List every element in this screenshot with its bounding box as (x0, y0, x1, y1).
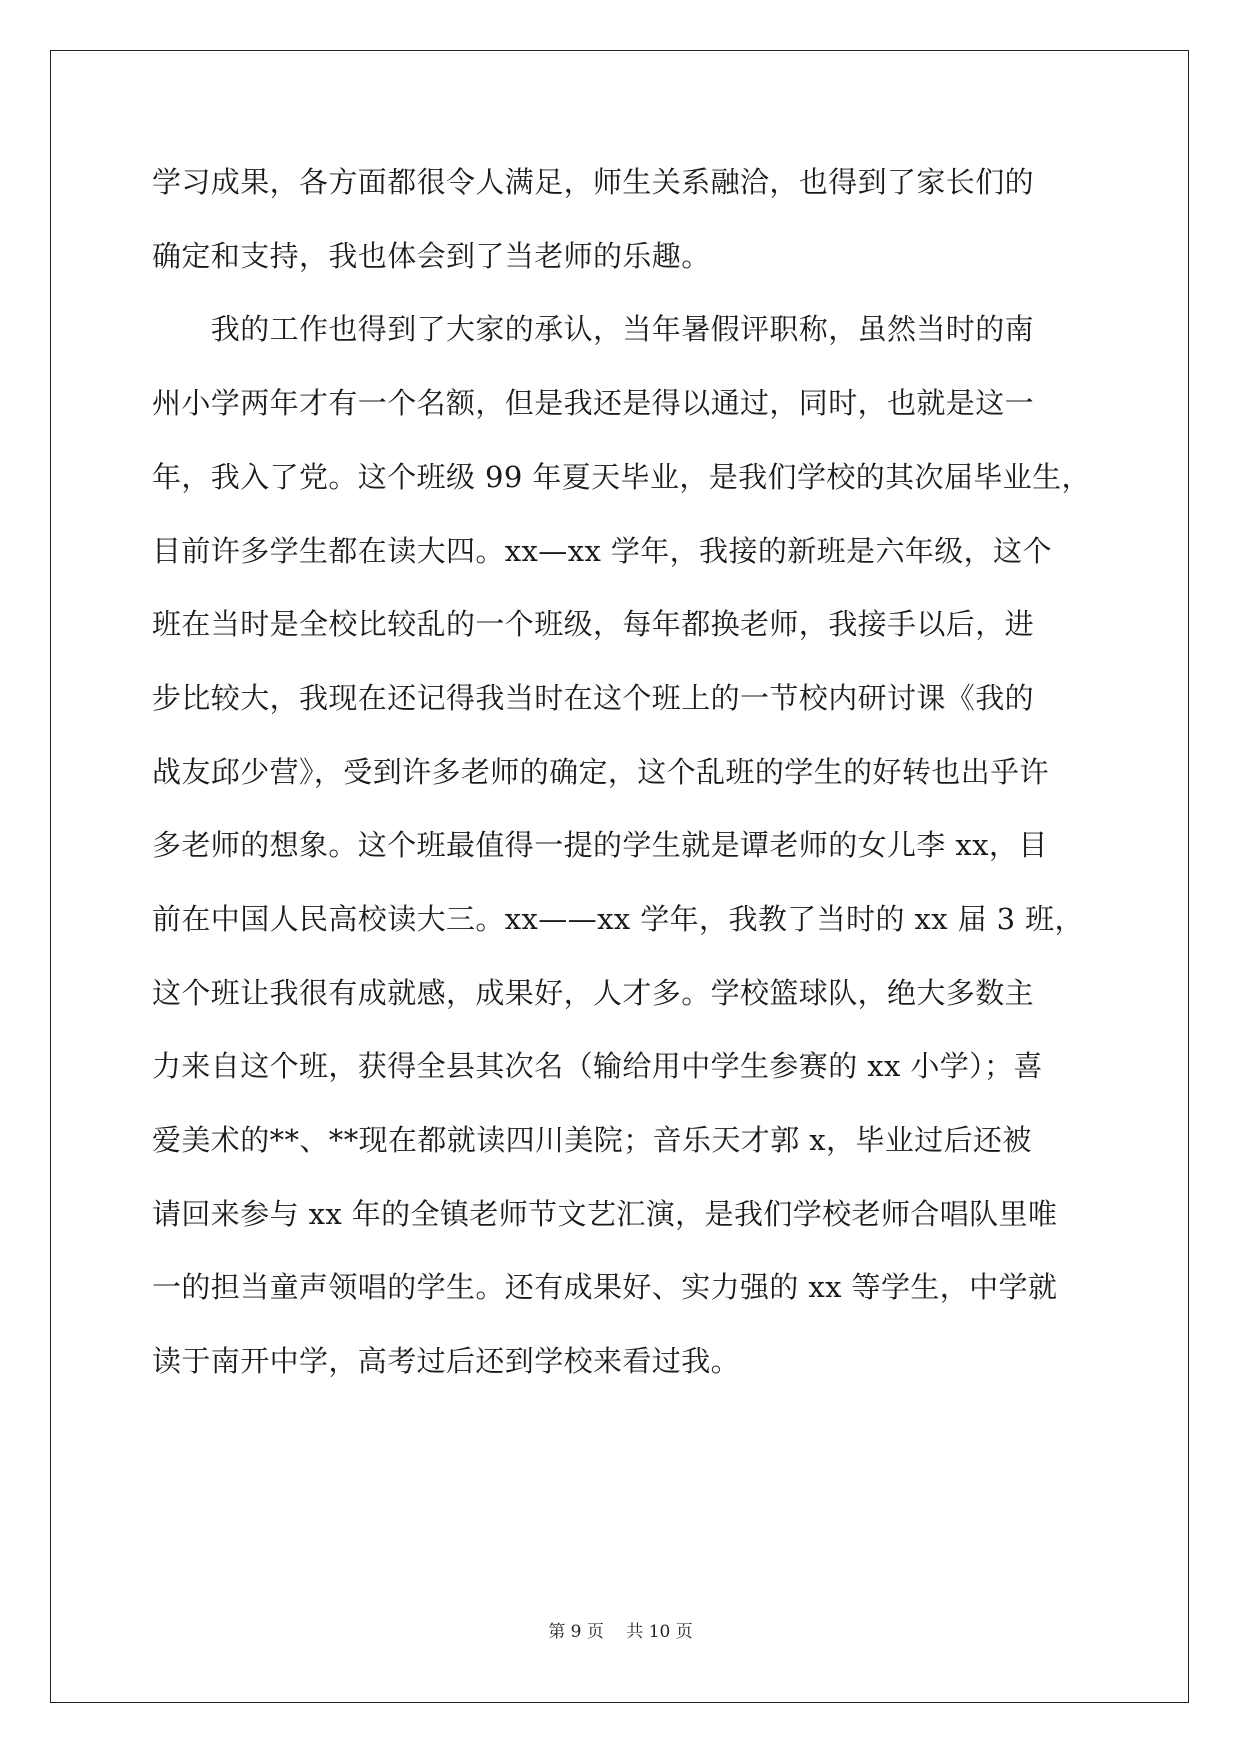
text-line: 步比较大，我现在还记得我当时在这个班上的一节校内研讨课《我的 (152, 681, 1035, 715)
text-line: 班在当时是全校比较乱的一个班级，每年都换老师，我接手以后，进 (152, 607, 1035, 641)
text-line: 前在中国人民高校读大三。xx——xx 学年，我教了当时的 xx 届 3 班， (152, 902, 1084, 936)
text-line: 爱美术的**、**现在都就读四川美院；音乐天才郭 x，毕业过后还被 (152, 1123, 1032, 1157)
text-line: 战友邱少营》，受到许多老师的确定，这个乱班的学生的好转也出乎许 (152, 755, 1049, 789)
text-line: 读于南开中学，高考过后还到学校来看过我。 (152, 1344, 741, 1378)
text-line: 学习成果，各方面都很令人满足，师生关系融洽，也得到了家长们的 (152, 165, 1035, 199)
text-line: 目前许多学生都在读大四。xx—xx 学年，我接的新班是六年级，这个 (152, 534, 1052, 568)
text-line: 州小学两年才有一个名额，但是我还是得以通过，同时，也就是这一 (152, 386, 1035, 420)
page-border (50, 50, 1189, 1703)
text-line: 我的工作也得到了大家的承认，当年暑假评职称，虽然当时的南 (152, 312, 1035, 346)
page-number: 第 9 页 共 10 页 (548, 1622, 693, 1642)
text-line: 力来自这个班，获得全县其次名（输给用中学生参赛的 xx 小学）；喜 (152, 1049, 1043, 1083)
text-line: 一的担当童声领唱的学生。还有成果好、实力强的 xx 等学生，中学就 (152, 1270, 1058, 1304)
text-line: 确定和支持，我也体会到了当老师的乐趣。 (152, 239, 711, 273)
text-line: 年，我入了党。这个班级 99 年夏天毕业，是我们学校的其次届毕业生， (152, 460, 1091, 494)
text-line: 多老师的想象。这个班最值得一提的学生就是谭老师的女儿李 xx，目 (152, 828, 1048, 862)
text-line: 请回来参与 xx 年的全镇老师节文艺汇演，是我们学校老师合唱队里唯 (152, 1197, 1058, 1231)
text-line: 这个班让我很有成就感，成果好，人才多。学校篮球队，绝大多数主 (152, 976, 1035, 1010)
